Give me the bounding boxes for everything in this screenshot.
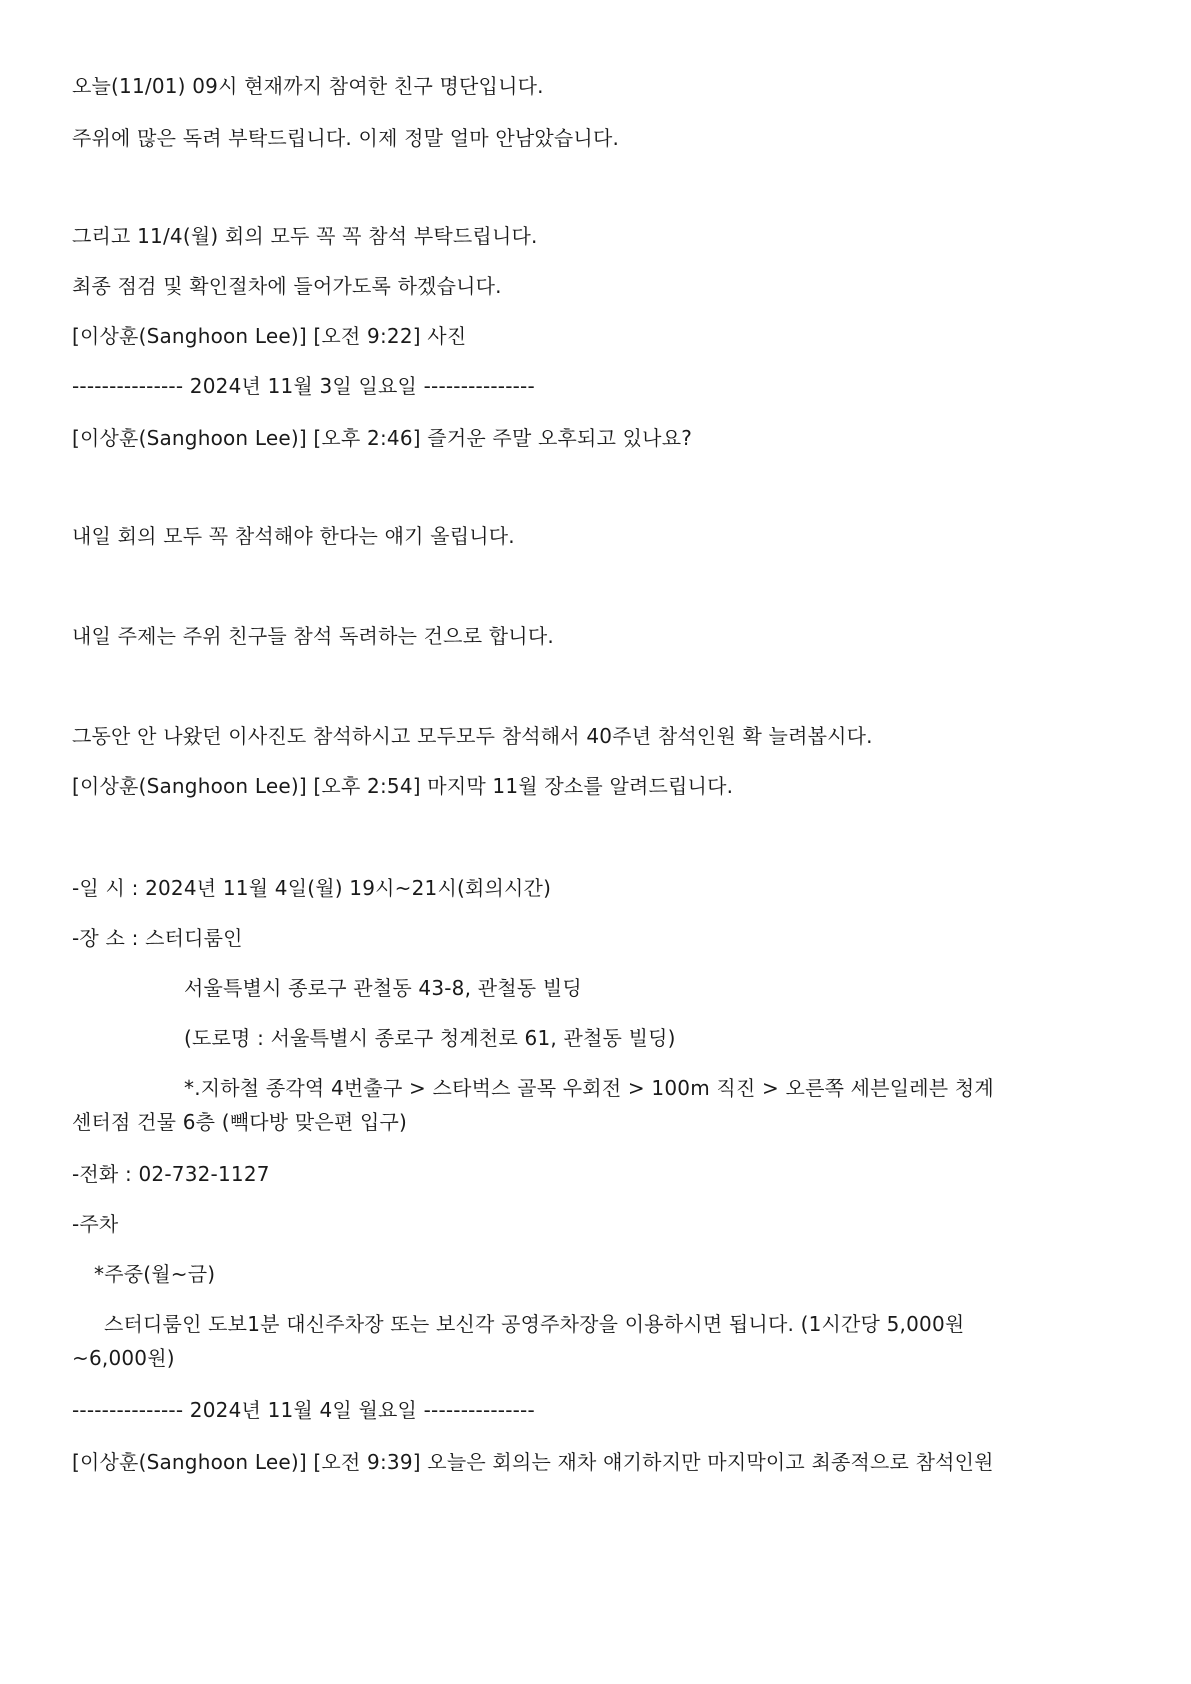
venue-phone: -전화 : 02-732-1127: [72, 1162, 270, 1186]
text-line-tomorrow-meeting: 내일 회의 모두 꼭 참석해야 한다는 얘기 올립니다.: [72, 524, 515, 548]
text-line-meeting-topic: 내일 주제는 주위 친구들 참석 독려하는 건으로 합니다.: [72, 624, 554, 648]
parking-info: 스터디룸인 도보1분 대신주차장 또는 보신각 공영주차장을 이용하시면 됩니다. (1시간당 5,000원: [104, 1312, 965, 1336]
parking-info-continued: ~6,000원): [72, 1346, 175, 1370]
parking-heading: -주차: [72, 1212, 119, 1236]
date-separator-nov-3: --------------- 2024년 11월 3일 일요일 ---------------: [72, 374, 535, 398]
parking-weekdays: *주중(월~금): [94, 1262, 216, 1286]
text-line-board-attendance: 그동안 안 나왔던 이사진도 참석하시고 모두모두 참석해서 40주년 참석인원 확 늘려봅시다.: [72, 724, 873, 748]
meeting-venue: -장 소 : 스터디룸인: [72, 926, 243, 950]
date-separator-nov-4: --------------- 2024년 11월 4일 월요일 ---------------: [72, 1398, 535, 1422]
message-header-photo: [이상훈(Sanghoon Lee)] [오전 9:22] 사진: [72, 324, 467, 348]
text-line-meeting-attendance: 그리고 11/4(월) 회의 모두 꼭 꼭 참석 부탁드립니다.: [72, 224, 538, 248]
text-line-attendance-list: 오늘(11/01) 09시 현재까지 참여한 친구 명단입니다.: [72, 74, 544, 98]
message-header-location: [이상훈(Sanghoon Lee)] [오후 2:54] 마지막 11월 장소를 알려드립니다.: [72, 774, 734, 798]
venue-directions-continued: 센터점 건물 6층 (빽다방 맞은편 입구): [72, 1110, 407, 1134]
venue-address: 서울특별시 종로구 관철동 43-8, 관철동 빌딩: [184, 976, 582, 1000]
text-line-encouragement-request: 주위에 많은 독려 부탁드립니다. 이제 정말 얼마 안남았습니다.: [72, 126, 620, 150]
message-header-weekend: [이상훈(Sanghoon Lee)] [오후 2:46] 즐거운 주말 오후되고 있나요?: [72, 426, 693, 450]
venue-road-address: (도로명 : 서울특별시 종로구 청계천로 61, 관철동 빌딩): [184, 1026, 676, 1050]
message-header-final: [이상훈(Sanghoon Lee)] [오전 9:39] 오늘은 회의는 재차 얘기하지만 마지막이고 최종적으로 참석인원: [72, 1450, 994, 1474]
text-line-final-check: 최종 점검 및 확인절차에 들어가도록 하겠습니다.: [72, 274, 502, 298]
venue-directions: *.지하철 종각역 4번출구 > 스타벅스 골목 우회전 > 100m 직진 > 오른쪽 세븐일레븐 청계: [184, 1076, 994, 1100]
meeting-datetime: -일 시 : 2024년 11월 4일(월) 19시~21시(회의시간): [72, 876, 552, 900]
